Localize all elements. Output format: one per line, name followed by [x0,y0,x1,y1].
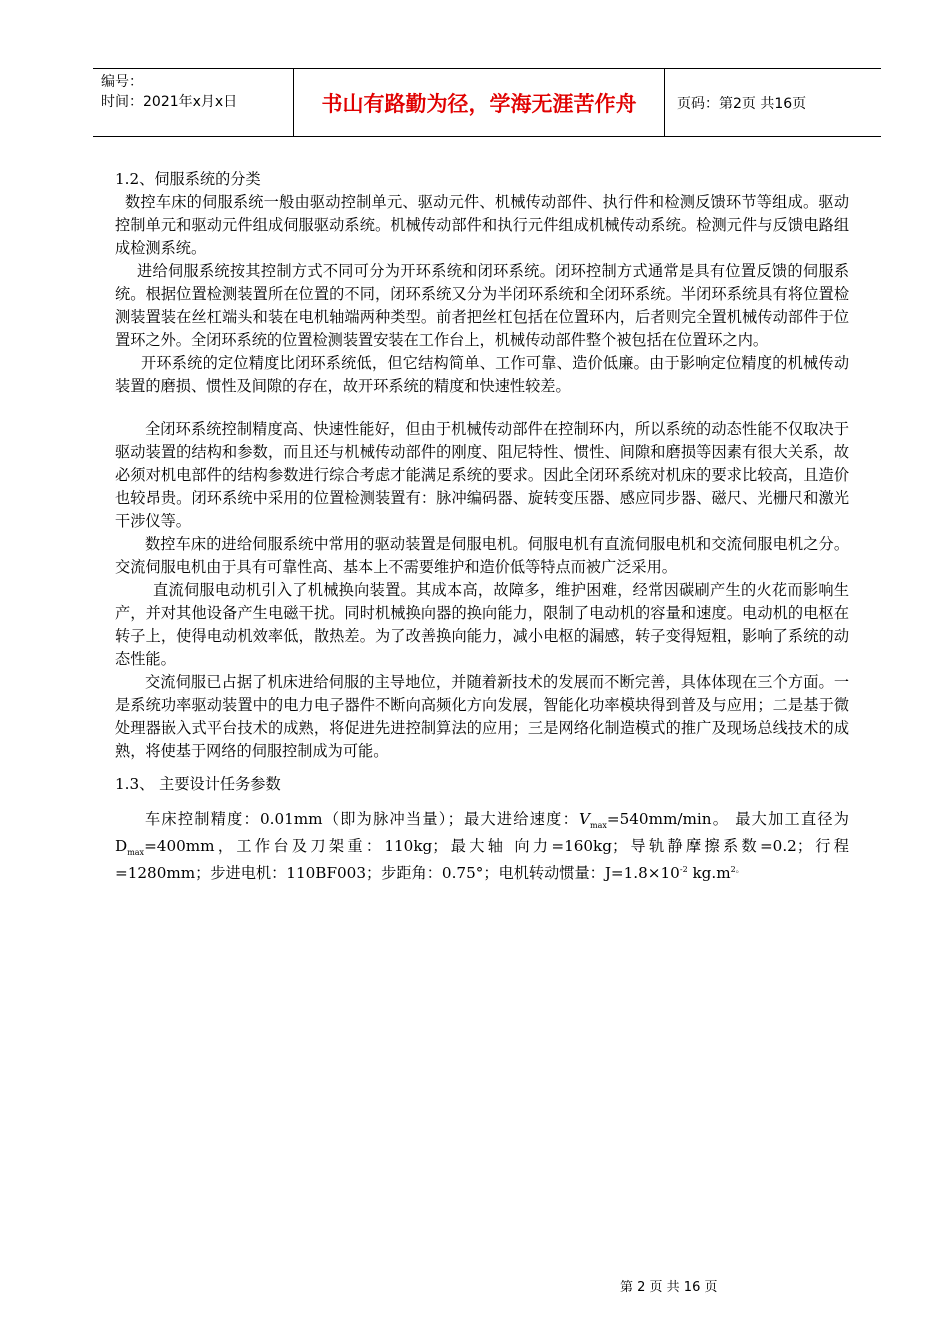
section-heading-1-2: 1.2、伺服系统的分类 [115,170,261,188]
design-parameters [115,806,849,887]
paragraph-4: 全闭环系统控制精度高、快速性能好，但由于机械传动部件在控制环内，所以系统的动态性能不仅取决于驱动装置的结构和参数，而且还与机械传动部件的刚度、阻尼特性、惯性、间隙和磨损等因素有很大关系，故必须对机电部件的结构参数进行综合考虑才能满足系统的要求。因此全闭环系统对机床的要求比较高，且造价也较昂贵。闭环系统中采用的位置检测装置有：脉冲编码器、旋转变压器、感应同步器、磁尺、光栅尺和激光干涉仪等。 [115,420,849,530]
paragraph-5: 数控车床的进给伺服系统中常用的驱动装置是伺服电机。伺服电机有直流伺服电机和交流伺服电机之分。交流伺服电机由于具有可靠性高、基本上不需要维护和造价低等特点而被广泛采用。 [115,535,849,576]
params-text-3: =400mm，工作台及刀架重：110kg；最大轴 向力=160kg；导轨静摩擦系数=0.2；行程=1280mm；步进电机：110BF003；步距角：0.75°；电机转动惯量：J=1.8×10 [115,837,849,882]
paragraph-6: 直流伺服电动机引入了机械换向装置。其成本高，故障多，维护困难，经常因碳刷产生的火花而影响生产，并对其他设备产生电磁干扰。同时机械换向器的换向能力，限制了电动机的容量和速度。电动机的电枢在转子上，使得电动机效率低，散热差。为了改善换向能力，减小电枢的漏感，转子变得短粗，影响了系统的动态性能。 [115,581,849,668]
params-text-2: =540mm/min。 最大加工直径为D [115,810,849,855]
page-footer: 第 2 页 共 16 页 [620,1280,718,1295]
parameters-paragraph [115,806,849,887]
header-motto: 书山有路勤为径，学海无涯苦作舟 [293,69,665,136]
paragraph-1: 数控车床的伺服系统一般由驱动控制单元、驱动元件、机械传动部件、执行件和检测反馈环节等组成。驱动控制单元和驱动元件组成伺服驱动系统。机械传动部件和执行元件组成机械传动系统。检测元件与反馈电路组成检测系统。 [115,193,849,257]
document-body [115,168,849,887]
time-label: 时间：2021年x月x日 [101,94,238,110]
number-label: 编号： [101,74,143,90]
params-text-4: kg.m [687,864,731,882]
unit-superscript: 2。 [730,864,744,874]
velocity-subscript: max [589,821,607,831]
paragraph-7: 交流伺服已占据了机床进给伺服的主导地位，并随着新技术的发展而不断完善，具体体现在三个方面。一是系统功率驱动装置中的电力电子器件不断向高频化方向发展，智能化功率模块得到普及与应用；二是基于微处理器嵌入式平台技术的成熟，将促进先进控制算法的应用；三是网络化制造模式的推广及现场总线技术的成熟，将使基于网络的伺服控制成为可能。 [115,673,849,760]
inertia-exponent: -2 [679,864,688,874]
paragraph-3: 开环系统的定位精度比闭环系统低，但它结构简单、工作可靠、造价低廉。由于影响定位精度的机械传动装置的磨损、惯性及间隙的存在，故开环系统的精度和快速性较差。 [115,354,849,395]
params-text-1: 车床控制精度：0.01mm（即为脉冲当量）；最大进给速度： [145,810,580,828]
header-meta [93,69,293,136]
document-header [93,68,881,137]
diameter-subscript: max [127,848,145,858]
header-page-code: 页码：第2页 共16页 [677,95,807,112]
paragraph-2: 进给伺服系统按其控制方式不同可分为开环系统和闭环系统。闭环控制方式通常是具有位置反馈的伺服系统。根据位置检测装置所在位置的不同，闭环系统又分为半闭环系统和全闭环系统。半闭环系统具有将位置检测装置装在丝杠端头和装在电机轴端两种类型。前者把丝杠包括在位置环内，后者则完全置机械传动部件于位置环之外。全闭环系统的位置检测装置安装在工作台上，机械传动部件整个被包括在位置环之内。 [115,262,849,349]
section-heading-1-3: 1.3、 主要设计任务参数 [115,775,281,793]
velocity-symbol: V [579,810,590,828]
